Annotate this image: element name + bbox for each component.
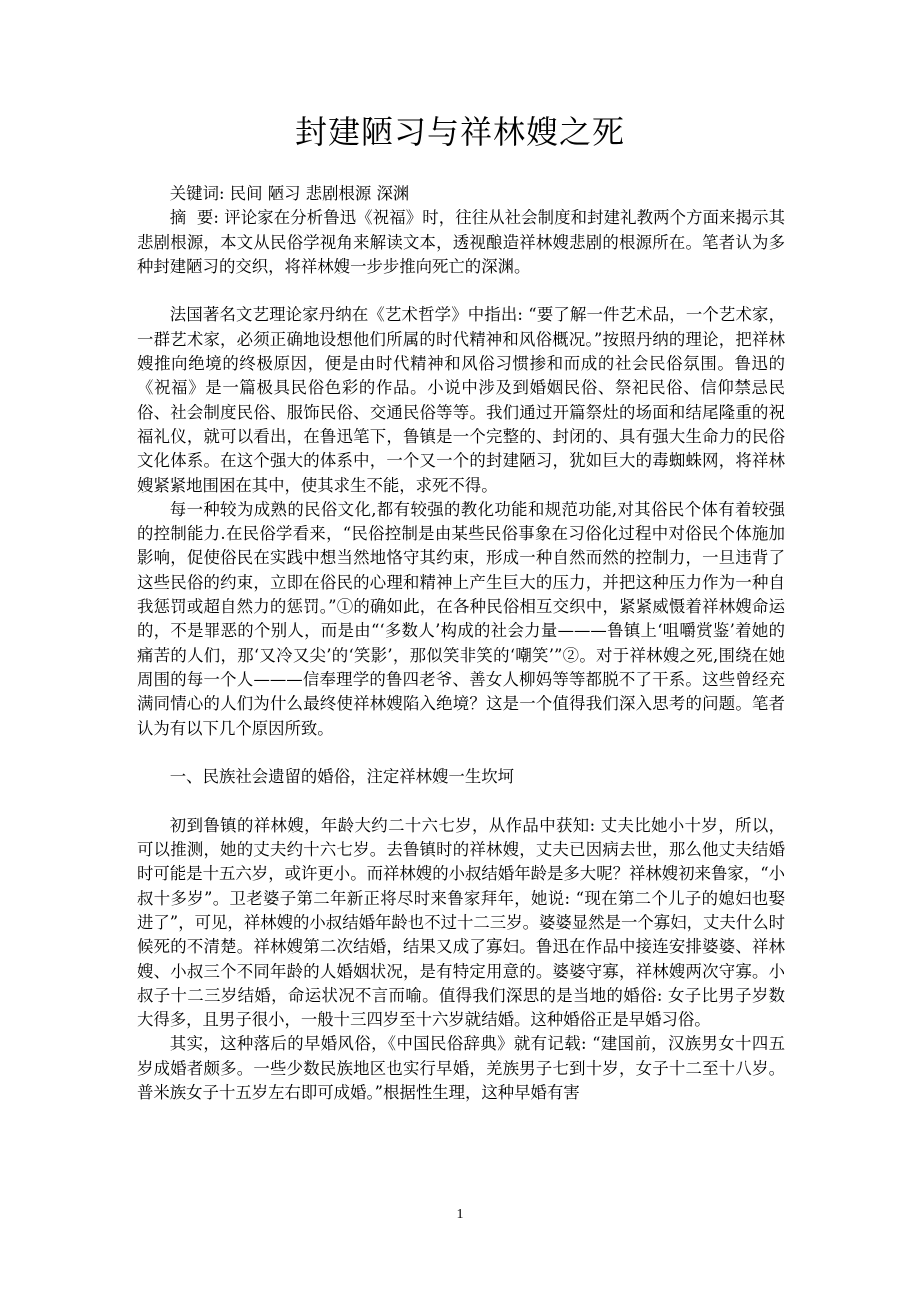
blank-line [137,741,785,765]
page-number: 1 [456,1207,464,1222]
body-paragraph: 每一种较为成熟的民俗文化,都有较强的教化功能和规范功能,对其俗民个体有着较强的控制能力.在民俗学看来，“民俗控制是由某些民俗事象在习俗化过程中对俗民个体施加影响，促使俗民在实践中想当然地恪守其约束，形成一种自然而然的控制力，一旦违背了这些民俗的约束，立即在俗民的心理和精神上产生巨大的压力，并把这种压力作为一种自我惩罚或超自然力的惩罚。”①的确如此，在各种民俗相互交织中，紧紧威慑着祥林嫂命运的，不是罪恶的个别人，而是由“‘多数人’构成的社会力量———鲁镇上‘咀嚼赏鉴’着她的痛苦的人们，那‘又冷又尖’的‘笑影’，那似笑非笑的‘嘲笑’”②。对于祥林嫂之死,围绕在她周围的每一个人———信奉理学的鲁四老爷、善女人柳妈等等都脱不了干系。这些曾经充满同情心的人们为什么最终使祥林嫂陷入绝境？这是一个值得我们深入思考的问题。笔者认为有以下几个原因所致。 [137,499,785,738]
abstract-text: 评论家在分析鲁迅《祝福》时，往往从社会制度和封建礼教两个方面来揭示其悲剧根源，本文从民俗学视角来解读文本，透视酿造祥林嫂悲剧的根源所在。笔者认为多种封建陋习的交织，将祥林嫂一步步推向死亡的深渊。 [137,208,786,276]
body-paragraph: 法国著名文艺理论家丹纳在《艺术哲学》中指出: “要了解一件艺术品，一个艺术家，一群艺术家，必须正确地设想他们所属的时代精神和风俗概况。”按照丹纳的理论，把祥林嫂推向绝境的终极原因，便是由时代精神和风俗习惯掺和而成的社会民俗氛围。鲁迅的《祝福》是一篇极具民俗色彩的作品。小说中涉及到婚姻民俗、祭祀民俗、信仰禁忌民俗、社会制度民俗、服饰民俗、交通民俗等等。我们通过开篇祭灶的场面和结尾隆重的祝福礼仪，就可以看出，在鲁迅笔下，鲁镇是一个完整的、封闭的、具有强大生命力的民俗文化体系。在这个强大的体系中，一个又一个的封建陋习，犹如巨大的毒蜘蛛网，将祥林嫂紧紧地围困在其中，使其求生不能，求死不得。 [137,305,785,495]
body-paragraph: 其实，这种落后的早婚风俗，《中国民俗辞典》就有记载: “建国前，汉族男女十四五岁成婚者颇多。一些少数民族地区也实行早婚，羌族男子七到十岁，女子十二至十八岁。普米族女子十五岁左右即可成婚。”根据性生理，这种早婚有害 [137,1034,785,1102]
abstract-paragraph [137,206,785,279]
keywords-label: 关键词: [169,184,230,203]
document-title: 封建陋习与祥林嫂之死 [294,113,625,151]
abstract-label: 摘 要: [169,208,225,228]
keywords-line [137,182,785,206]
blank-line [137,279,785,303]
keywords-text: 民间 陋习 悲剧根源 深渊 [229,184,410,203]
document-body [137,182,785,1105]
blank-line [137,789,785,813]
body-paragraph: 初到鲁镇的祥林嫂，年龄大约二十六七岁，从作品中获知: 丈夫比她小十岁，所以，可以推测，她的丈夫约十六七岁。去鲁镇时的祥林嫂，丈夫已因病去世，那么他丈夫结婚时可能是十五六岁，或许更小。而祥林嫂的小叔结婚年龄是多大呢？祥林嫂初来鲁家，“小叔十多岁”。卫老婆子第二年新正将尽时来鲁家拜年，她说: “现在第二个儿子的媳妇也娶进了”，可见，祥林嫂的小叔结婚年龄也不过十二三岁。婆婆显然是一个寡妇，丈夫什么时候死的不清楚。祥林嫂第二次结婚，结果又成了寡妇。鲁迅在作品中接连安排婆婆、祥林嫂、小叔三个不同年龄的人婚姻状况，是有特定用意的。婆婆守寡，祥林嫂两次守寡。小叔子十二三岁结婚，命运状况不言而喻。值得我们深思的是当地的婚俗: 女子比男子岁数大得多，且男子很小，一般十三四岁至十六岁就结婚。这种婚俗正是早婚习俗。 [137,815,785,1030]
section-heading: 一、民族社会遗留的婚俗，注定祥林嫂一生坎坷 [169,767,514,787]
